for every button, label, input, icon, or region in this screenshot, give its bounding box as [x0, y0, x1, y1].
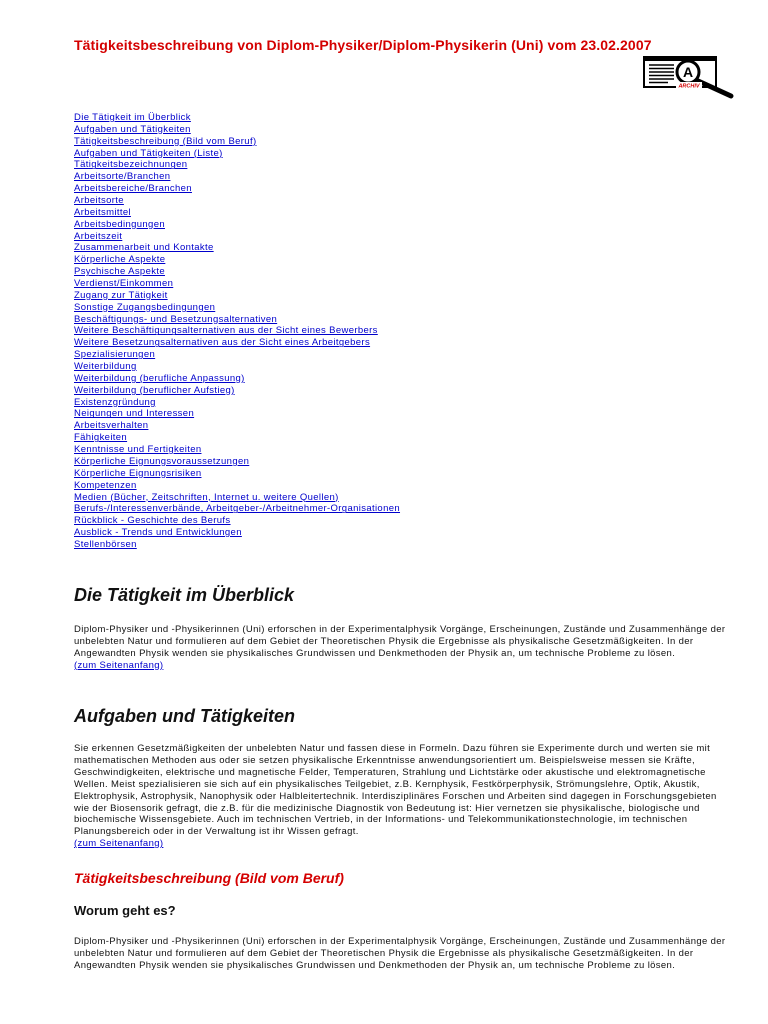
toc-link-verbaende-organisationen[interactable]: Berufs-/Interessenverbände, Arbeitgeber-/Arbeitnehmer-Organisationen	[74, 503, 401, 515]
toc-link-verdienst-einkommen[interactable]: Verdienst/Einkommen	[74, 278, 174, 290]
table-of-contents	[74, 112, 400, 551]
toc-link-existenzgruendung[interactable]: Existenzgründung	[74, 396, 156, 408]
toc-link-weiterbildung-aufstieg[interactable]: Weiterbildung (beruflicher Aufstieg)	[74, 384, 235, 396]
toc-link-taetigkeit-ueberblick[interactable]: Die Tätigkeit im Überblick	[74, 112, 191, 123]
description-text-line: Angewandten Physik wenden sie physikalisches Grundwissen und Denkmethoden der Physik an, um technische Probleme zu lösen.	[74, 959, 676, 971]
toc-link-sonstige-zugangsbedingungen[interactable]: Sonstige Zugangsbedingungen	[74, 301, 216, 313]
toc-link-arbeitsorte[interactable]: Arbeitsorte	[74, 195, 124, 207]
toc-link-kompetenzen[interactable]: Kompetenzen	[74, 479, 137, 491]
tasks-text-line: Elektrophysik, Astrophysik, Nanophysik oder Halbleitertechnik. Interdisziplinäres Forschen und Arbeiten sind dagegen in Forschungsgebieten	[74, 790, 717, 802]
logo-letter: A	[682, 64, 694, 80]
toc-link-zusammenarbeit-kontakte[interactable]: Zusammenarbeit und Kontakte	[74, 242, 214, 254]
toc-link-faehigkeiten[interactable]: Fähigkeiten	[74, 432, 128, 444]
toc-link-stellenboersen[interactable]: Stellenbörsen	[74, 538, 137, 550]
toc-link-koerperliche-aspekte[interactable]: Körperliche Aspekte	[74, 254, 166, 266]
toc-link-taetigkeitsbeschreibung[interactable]: Tätigkeitsbeschreibung (Bild vom Beruf)	[74, 135, 257, 147]
section-heading-description: Tätigkeitsbeschreibung (Bild vom Beruf)	[74, 870, 344, 886]
tasks-text-line: biochemische Wissensgebiete. Auch im technischen Vertrieb, in der Informations- und Telekommunikationstechnologie, im technischen	[74, 814, 688, 826]
toc-link-arbeitsorte-branchen[interactable]: Arbeitsorte/Branchen	[74, 171, 171, 183]
toc-link-rueckblick[interactable]: Rückblick - Geschichte des Berufs	[74, 515, 231, 527]
tasks-text-line: wie der Biosensorik gefragt, die z.B. für die medizinische Diagnostik von Bedeutung ist: Hier vernetzen sie physikalische, biologische und	[74, 802, 700, 814]
tasks-text	[74, 743, 717, 850]
toc-link-neigungen-interessen[interactable]: Neigungen und Interessen	[74, 408, 195, 420]
back-to-top-link[interactable]: (zum Seitenanfang)	[74, 838, 164, 850]
overview-text	[74, 624, 725, 672]
toc-link-arbeitsmittel[interactable]: Arbeitsmittel	[74, 206, 131, 218]
description-text-line: unbelebten Natur und formulieren auf dem Gebiet der Theoretischen Physik die Ergebnisse als physikalische Gesetzmäßigkeiten. In der	[74, 947, 694, 959]
subheading-worum-geht-es: Worum geht es?	[74, 903, 176, 918]
section-heading-overview: Die Tätigkeit im Überblick	[74, 585, 295, 605]
logo-top-bar	[644, 56, 716, 61]
description-text	[74, 936, 725, 972]
toc-link-zugang-taetigkeit[interactable]: Zugang zur Tätigkeit	[74, 289, 168, 301]
logo-document-lines	[649, 65, 674, 83]
section-heading-tasks: Aufgaben und Tätigkeiten	[74, 706, 296, 726]
back-to-top-link[interactable]: (zum Seitenanfang)	[74, 659, 164, 671]
toc-link-weiterbildung-anpassung[interactable]: Weiterbildung (berufliche Anpassung)	[74, 372, 245, 384]
toc-link-beschaeftigungsalternativen[interactable]: Beschäftigungs- und Besetzungsalternativen	[74, 313, 278, 325]
overview-text-line: unbelebten Natur und formulieren auf dem Gebiet der Theoretischen Physik die Ergebnisse als physikalische Gesetzmäßigkeiten. In der	[74, 635, 694, 647]
page-title: Tätigkeitsbeschreibung von Diplom-Physiker/Diplom-Physikerin (Uni) vom 23.02.2007	[74, 37, 652, 53]
toc-link-arbeitszeit[interactable]: Arbeitszeit	[74, 230, 123, 242]
tasks-text-line: Planungsbereich oder in der Verwaltung ist ihr Wissen gefragt.	[74, 826, 359, 838]
logo-label: ARCHIV	[678, 83, 700, 90]
overview-text-line: Diplom-Physiker und -Physikerinnen (Uni) erforschen in der Experimentalphysik Vorgänge, Erscheinungen, Zustände und Zusammenhänge der	[74, 624, 726, 635]
toc-link-eignungsvoraussetzungen[interactable]: Körperliche Eignungsvoraussetzungen	[74, 455, 250, 467]
toc-link-kenntnisse-fertigkeiten[interactable]: Kenntnisse und Fertigkeiten	[74, 444, 202, 456]
toc-link-aufgaben-taetigkeiten[interactable]: Aufgaben und Tätigkeiten	[74, 123, 191, 135]
tasks-text-line: mathematischen Methoden aus oder sie setzen physikalische Erkenntnisse anwendungsorientiert um. Beispielsweise messen sie Kräfte,	[74, 754, 695, 766]
tasks-text-line: Sie erkennen Gesetzmäßigkeiten der unbelebten Natur und fassen diese in Formeln. Dazu führen sie Experimente durch und werten sie mit	[74, 743, 711, 754]
toc-link-taetigkeitsbezeichnungen[interactable]: Tätigkeitsbezeichnungen	[74, 159, 188, 171]
toc-link-arbeitsbedingungen[interactable]: Arbeitsbedingungen	[74, 218, 165, 230]
overview-text-line: Angewandten Physik wenden sie physikalisches Grundwissen und Denkmethoden der Physik an, um technische Probleme zu lösen.	[74, 647, 676, 659]
toc-link-arbeitsbereiche-branchen[interactable]: Arbeitsbereiche/Branchen	[74, 183, 192, 195]
tasks-text-line: Wellen. Meist spezialisieren sie sich auf ein physikalisches Teilgebiet, z.B. Kernphysik, Festkörperphysik, Strömungslehre, Optik, Akustik,	[74, 778, 700, 790]
toc-link-aufgaben-liste[interactable]: Aufgaben und Tätigkeiten (Liste)	[74, 147, 223, 159]
toc-link-spezialisierungen[interactable]: Spezialisierungen	[74, 349, 156, 361]
tasks-text-line: Geschwindigkeiten, elektrische und magnetische Felder, Temperaturen, Strahlung und Lichtstärke oder akustische und elektromagnetische	[74, 766, 706, 778]
description-text-line: Diplom-Physiker und -Physikerinnen (Uni) erforschen in der Experimentalphysik Vorgänge, Erscheinungen, Zustände und Zusammenhänge der	[74, 936, 726, 947]
toc-link-eignungsrisiken[interactable]: Körperliche Eignungsrisiken	[74, 467, 202, 479]
toc-link-arbeitsverhalten[interactable]: Arbeitsverhalten	[74, 420, 149, 432]
toc-link-alternativen-bewerber[interactable]: Weitere Beschäftigungsalternativen aus der Sicht eines Bewerbers	[74, 325, 378, 337]
toc-link-alternativen-arbeitgeber[interactable]: Weitere Besetzungsalternativen aus der Sicht eines Arbeitgebers	[74, 337, 371, 349]
toc-link-ausblick[interactable]: Ausblick - Trends und Entwicklungen	[74, 527, 242, 539]
toc-link-psychische-aspekte[interactable]: Psychische Aspekte	[74, 266, 165, 278]
toc-link-medien[interactable]: Medien (Bücher, Zeitschriften, Internet u. weitere Quellen)	[74, 491, 339, 503]
archive-logo	[638, 52, 738, 100]
toc-link-weiterbildung[interactable]: Weiterbildung	[74, 361, 137, 373]
